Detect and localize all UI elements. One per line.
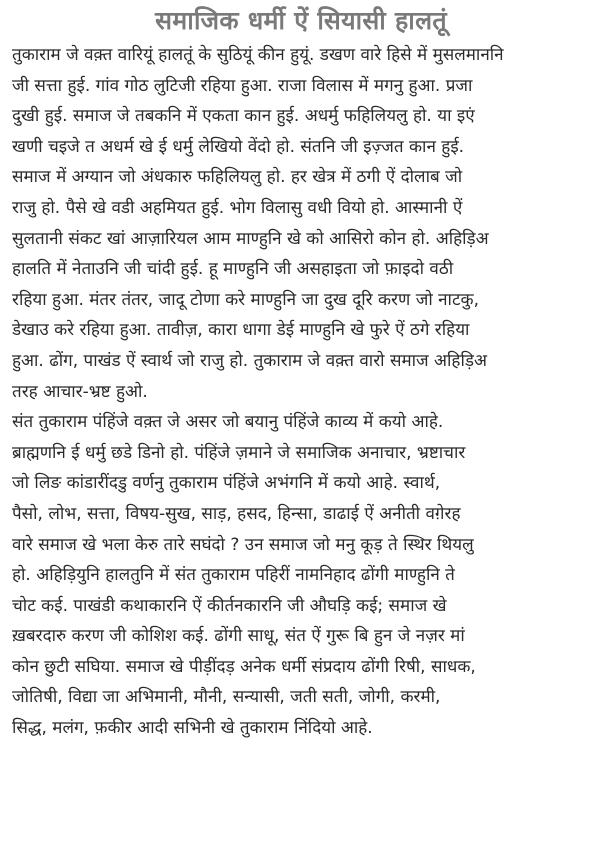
text-line: रहिया हुआ. मंतर तंतर, जादू टोणा करे माण्हुनि जा दुख दूरि करण जो नाटकु, — [12, 289, 479, 310]
text-line: दुखी हुई. समाज जे तबकनि में एकता कान हुई. अधर्मु फहिलियलु हो. या इएं — [12, 106, 475, 127]
text-line: सुलतानी संकट खां आज़ारियल आम माण्हुनि खे को आसिरो कोन हो. अहिड़िअ — [12, 228, 489, 249]
paragraph-2 — [12, 407, 590, 744]
text-line: संत तुकाराम पंहिंजे वक़्त जे असर जो बयानु पंहिंजे काव्य में कयो आहे. — [12, 412, 444, 433]
text-line: हुआ. ढोंग, पाखंड ऐं स्वार्थ जो राजु हो. तुकाराम जे वक़्त वारो समाज अहिड़िअ — [12, 350, 487, 371]
text-line: समाज में अग्यान जो अंधकारु फहिलियलु हो. हर खेत्र में ठगी ऐं दोलाब जो — [12, 167, 463, 188]
text-line: ब्राह्मणनि ई धर्मु छडे डिनो हो. पंहिंजे ज़माने जे समाजिक अनाचार, भ्रष्टाचार — [12, 442, 466, 463]
text-line: जो लिङ कांडारींदडु वर्णनु तुकाराम पंहिंजे अभंगनि में कयो आहे. स्वार्थ, — [12, 473, 441, 494]
text-line: ख़बरदारु करण जी कोशिश कई. ढोंगी साधू, संत ऐं गुरू बि हुन जे नज़र मां — [12, 626, 465, 647]
text-line: सिद्ध, मलंग, फ़कीर आदी सभिनी खे तुकाराम निंदियो आहे. — [12, 718, 373, 739]
paragraph-1 — [12, 40, 590, 407]
text-line: तरह आचार-भ्रष्ट हुओ. — [12, 381, 148, 402]
text-line: पैसो, लोभ, सत्ता, विषय-सुख, साड़, हसद, हिन्सा, डाढाई ऐं अनीती वग़ेरह — [12, 503, 461, 524]
text-line: कोन छुटी सघिया. समाज खे पीड़ींदड़ अनेक धर्मी संप्रदाय ढोंगी रिषी, साधक, — [12, 656, 476, 677]
text-line: चोट कई. पाखंडी कथाकारनि ऐं कीर्तनकारनि जी औघड़ि कई; समाज खे — [12, 595, 447, 616]
page-title: समाजिक धर्मी ऐं सियासी हालतूं — [155, 6, 447, 35]
text-line: तुकाराम जे वक़्त वारियूं हालतूं के सुठियूं कीन हुयूं. डखण वारे हिसे में मुसलमाननि — [12, 45, 504, 65]
text-line: डेखाउ करे रहिया हुआ. तावीज़, कारा धागा डेई माण्हुनि खे फुरे ऐं ठगे रहिया — [12, 320, 470, 341]
text-line: राजु हो. पैसे खे वडी अहमियत हुई. भोग विलासु वधी वियो हो. आस्मानी ऐं — [12, 197, 463, 218]
text-line: खणी चइजे त अधर्म खे ई धर्मु लेखियो वेंदो हो. संतनि जी इज़्जत कान हुई. — [12, 136, 465, 157]
text-line: जी सत्ता हुई. गांव गोठ लुटिजी रहिया हुआ. राजा विलास में मगनु हुआ. प्रजा — [12, 75, 473, 96]
text-line: हो. अहिड़ियुनि हालतुनि में संत तुकाराम पहिरीं नामनिहाद ढोंगी माण्हुनि ते — [12, 565, 455, 586]
text-line: हालति में नेताउनि जी चांदी हुई. हू माण्हुनि जी असहाइता जो फ़ाइदो वठी — [12, 259, 454, 280]
text-line: वारे समाज खे भला केरु तारे सघंदो ? उन समाज जो मनु कूड़ ते स्थिर थियलु — [12, 534, 474, 555]
text-line: जोतिषी, विद्या जा अभिमानी, मौनी, सन्यासी, जती सती, जोगी, करमी, — [12, 687, 441, 708]
